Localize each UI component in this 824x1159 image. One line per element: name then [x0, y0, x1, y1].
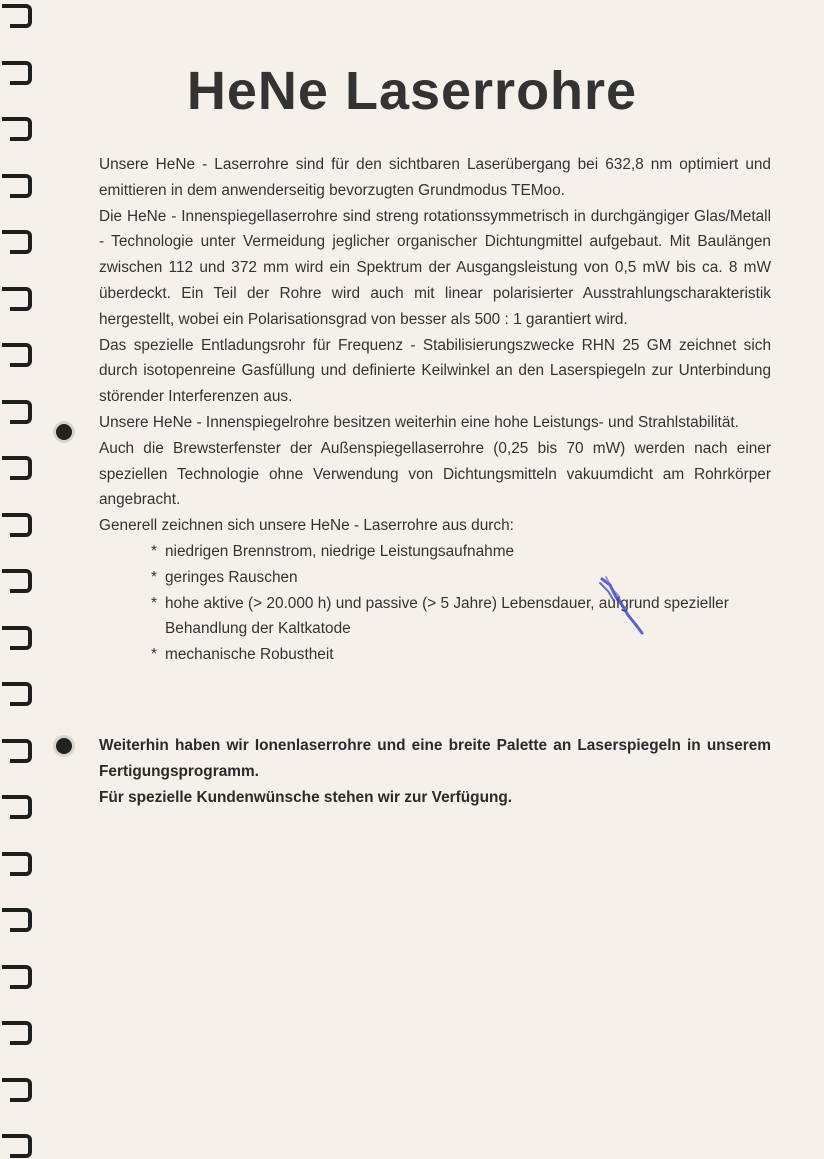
paragraph-customer-wishes: Für spezielle Kundenwünsche stehen wir zur Verfügung.	[99, 788, 513, 806]
closing-text	[99, 733, 771, 810]
binding-ring	[10, 852, 32, 876]
list-item: * hohe aktive (> 20.000 h) und passive (> 5 Jahre) Lebensdauer, aufgrund spezieller Behandlung der Kaltkatode	[99, 591, 771, 643]
binding-ring	[10, 908, 32, 932]
binding-ring	[10, 795, 32, 819]
binding-ring	[10, 174, 32, 198]
binding-ring	[10, 513, 32, 537]
binding-ring	[10, 1078, 32, 1102]
punch-hole-upper	[56, 424, 72, 440]
list-item: * niedrigen Brennstrom, niedrige Leistungsaufnahme	[99, 539, 771, 565]
punch-hole-lower	[56, 738, 72, 754]
spiral-binding	[0, 0, 60, 1159]
list-item: * geringes Rauschen	[99, 565, 771, 591]
binding-ring	[10, 287, 32, 311]
paragraph-inner-mirror: Die HeNe - Innenspiegellaserrohre sind streng rotationssymmetrisch in durchgängiger Glas/Metall - Technologie unter Vermeidung jeglicher organischer Dichtungmittel aufgebaut. Mit Baulängen zwischen 112 und 372 mm wird ein Spektrum der Ausgangsleistung von 0,5 mW bis ca. 8 mW überdeckt. Ein Teil der Rohre wird auch mit linear polarisierter Ausstrahlungscharakteristik hergestellt, wobei ein Polarisationsgrad von besser als 500 : 1 garantiert wird.	[99, 207, 771, 328]
paragraph-stabilization: Das spezielle Entladungsrohr für Frequenz - Stabilisierungszwecke RHN 25 GM zeichnet sich durch isotopenreine Gasfüllung und definierte Keilwinkel an den Laserspiegeln zur Unterbindung störender Interferenzen aus.	[99, 336, 771, 406]
binding-ring	[10, 965, 32, 989]
binding-ring	[10, 343, 32, 367]
binding-ring	[10, 1021, 32, 1045]
binding-ring	[10, 739, 32, 763]
binding-ring	[10, 400, 32, 424]
binding-ring	[10, 230, 32, 254]
paragraph-intro: Unsere HeNe - Laserrohre sind für den sichtbaren Laserübergang bei 632,8 nm optimiert und emittieren in dem anwenderseitig bevorzugten Grundmodus TEMoo.	[99, 156, 771, 199]
body-text	[99, 152, 771, 668]
paragraph-brewster: Auch die Brewsterfenster der Außenspiegellaserrohre (0,25 bis 70 mW) werden nach einer speziellen Technologie ohne Verwendung von Dichtungsmitteln vakuumdicht am Rohrkörper angebracht.	[99, 439, 771, 509]
binding-ring	[10, 1134, 32, 1158]
list-item: * mechanische Robustheit	[99, 642, 771, 668]
paragraph-features-intro: Generell zeichnen sich unsere HeNe - Laserrohre aus durch:	[99, 517, 514, 535]
binding-ring	[10, 4, 32, 28]
feature-list	[99, 539, 771, 668]
paragraph-ion-lasers: Weiterhin haben wir Ionenlaserrohre und eine breite Palette an Laserspiegeln in unserem Fertigungsprogramm.	[99, 737, 771, 780]
ink-mark	[598, 575, 644, 635]
binding-ring	[10, 456, 32, 480]
binding-ring	[10, 682, 32, 706]
binding-ring	[10, 569, 32, 593]
binding-ring	[10, 626, 32, 650]
paragraph-stability: Unsere HeNe - Innenspiegelrohre besitzen weiterhin eine hohe Leistungs- und Strahlstabilität.	[99, 413, 739, 431]
page-title: HeNe Laserrohre	[186, 61, 638, 121]
